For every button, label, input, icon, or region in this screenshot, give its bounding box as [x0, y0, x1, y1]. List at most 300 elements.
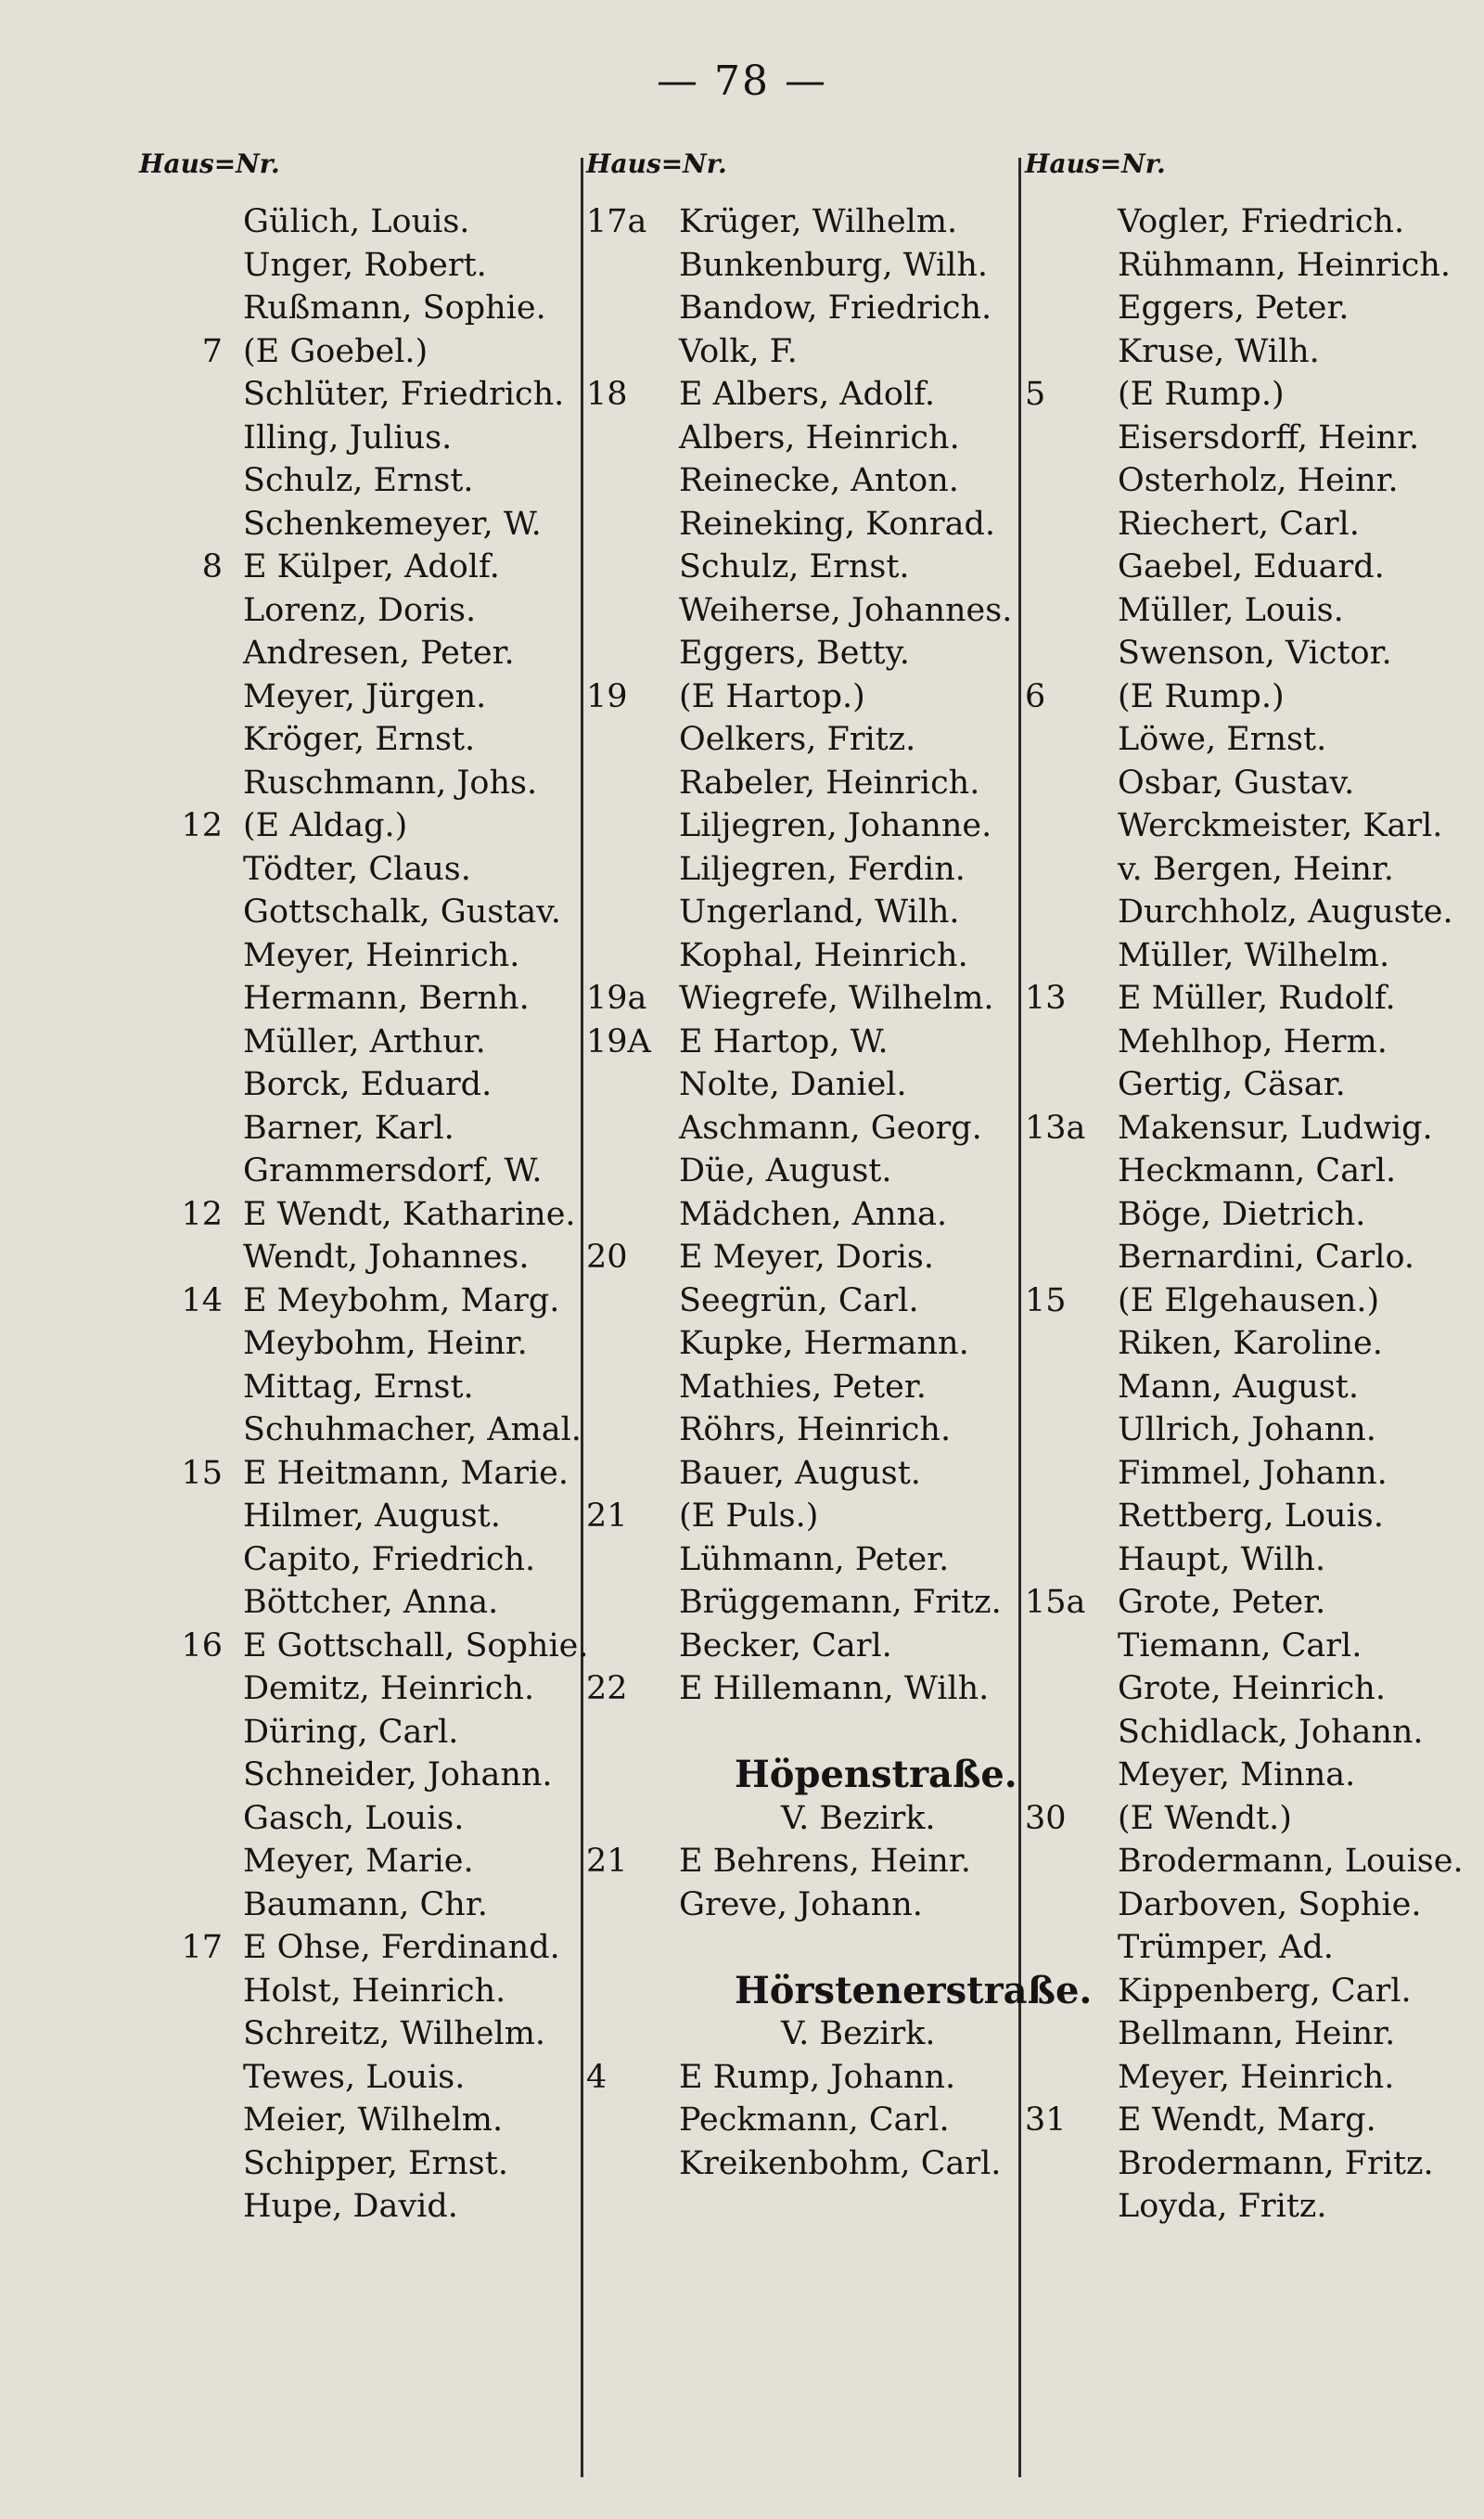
- resident-name: Lorenz, Doris.: [243, 591, 477, 629]
- resident-name: (E Rump.): [1118, 677, 1285, 715]
- house-number: 20: [586, 1239, 628, 1276]
- directory-entry: [139, 2185, 575, 2229]
- resident-name: Kruse, Wilh.: [1118, 332, 1320, 370]
- resident-name: (E Goebel.): [243, 332, 429, 370]
- directory-entry: [1025, 1322, 1484, 1366]
- directory-entry: [139, 762, 575, 805]
- directory-entry: [586, 589, 1015, 633]
- resident-name: Tiemann, Carl.: [1118, 1626, 1362, 1664]
- directory-entry: [586, 287, 1015, 330]
- resident-name: Röhrs, Heinrich.: [679, 1411, 952, 1448]
- directory-entry: [139, 1581, 575, 1625]
- resident-name: Becker, Carl.: [679, 1626, 892, 1664]
- directory-entry: [139, 848, 575, 892]
- resident-name: Unger, Robert.: [243, 246, 487, 284]
- resident-name: Brodermann, Fritz.: [1118, 2144, 1434, 2182]
- house-number: 4: [586, 2058, 608, 2096]
- house-number: 6: [1025, 677, 1046, 715]
- directory-entry: [1025, 2056, 1484, 2100]
- directory-entry: [139, 1883, 575, 1927]
- directory-entry: [1025, 1452, 1484, 1496]
- resident-name: Riechert, Carl.: [1118, 505, 1360, 543]
- directory-entry: [139, 589, 575, 633]
- directory-entry: [586, 1322, 1015, 1366]
- directory-entry: [1025, 1366, 1484, 1409]
- district-label: [586, 2012, 1015, 2056]
- resident-name: Hupe, David.: [243, 2188, 458, 2225]
- directory-entry: [139, 977, 575, 1021]
- directory-entry: [586, 417, 1015, 460]
- resident-name: Eggers, Peter.: [1118, 289, 1350, 327]
- directory-entry: [586, 1063, 1015, 1107]
- house-number: 12: [181, 807, 223, 844]
- resident-name: Müller, Wilhelm.: [1118, 936, 1390, 974]
- directory-entry: [1025, 1581, 1484, 1625]
- directory-entry: [139, 1754, 575, 1797]
- resident-name: E Heitmann, Marie.: [243, 1454, 569, 1492]
- directory-entry: [1025, 1495, 1484, 1538]
- resident-name: Wendt, Johannes.: [243, 1239, 530, 1276]
- directory-entry: [139, 1538, 575, 1582]
- directory-entry: [586, 675, 1015, 719]
- directory-entry: [1025, 1107, 1484, 1150]
- resident-name: Ungerland, Wilh.: [679, 893, 960, 931]
- resident-name: Makensur, Ludwig.: [1118, 1109, 1433, 1147]
- house-number: 31: [1025, 2101, 1067, 2139]
- directory-entry: [1025, 977, 1484, 1021]
- resident-name: Eisersdorff, Heinr.: [1118, 418, 1420, 456]
- resident-name: Schenkemeyer, W.: [243, 505, 542, 543]
- resident-name: Schlüter, Friedrich.: [243, 376, 565, 413]
- house-number: 16: [181, 1626, 223, 1664]
- directory-entry: [139, 244, 575, 288]
- directory-entry: [139, 503, 575, 546]
- resident-name: Düe, August.: [679, 1152, 892, 1189]
- resident-name: Haupt, Wilh.: [1118, 1540, 1326, 1578]
- resident-name: Osterholz, Heinr.: [1118, 462, 1399, 499]
- directory-entry: [139, 1408, 582, 1452]
- resident-name: Ruschmann, Johs.: [243, 764, 538, 802]
- resident-name: Schulz, Ernst.: [243, 462, 474, 499]
- directory-entry: [586, 546, 1015, 589]
- directory-entry: [139, 1107, 575, 1150]
- house-number: 30: [1025, 1799, 1067, 1837]
- house-number: 13: [1025, 980, 1067, 1017]
- district-name: V. Bezirk.: [781, 1799, 936, 1837]
- directory-entry: [1025, 1711, 1484, 1754]
- resident-name: Böge, Dietrich.: [1118, 1195, 1366, 1233]
- resident-name: (E Puls.): [679, 1497, 819, 1535]
- resident-name: Bellmann, Heinr.: [1118, 2015, 1396, 2052]
- directory-entry: [139, 459, 575, 503]
- directory-entry: [586, 1667, 1015, 1711]
- directory-entry: [139, 1279, 575, 1323]
- house-number: 19: [586, 677, 628, 715]
- resident-name: Durchholz, Auguste.: [1118, 893, 1453, 931]
- house-number: 18: [586, 376, 628, 413]
- directory-entry: [1025, 1883, 1484, 1927]
- column-divider: [1018, 158, 1021, 2477]
- house-number: 8: [201, 548, 223, 585]
- directory-entry: [586, 718, 1015, 762]
- district-label: [586, 1797, 1015, 1841]
- directory-entry: [586, 762, 1015, 805]
- directory-entry: [1025, 459, 1484, 503]
- directory-entry: [1025, 1797, 1484, 1841]
- directory-entry: [1025, 1279, 1484, 1323]
- resident-name: Schidlack, Johann.: [1118, 1713, 1424, 1751]
- directory-entry: [139, 373, 575, 417]
- resident-name: E Gottschall, Sophie.: [243, 1626, 589, 1664]
- directory-entry: [1025, 1150, 1484, 1193]
- directory-entry: [586, 1452, 1015, 1496]
- resident-name: E Rump, Johann.: [679, 2058, 956, 2096]
- resident-name: Swenson, Victor.: [1118, 635, 1392, 672]
- directory-entry: [586, 1581, 1015, 1625]
- directory-entry: [139, 330, 575, 374]
- directory-entry: [1025, 1021, 1484, 1064]
- directory-entry: [1025, 244, 1484, 288]
- resident-name: Liljegren, Ferdin.: [679, 850, 966, 888]
- resident-name: Wiegrefe, Wilhelm.: [679, 980, 994, 1017]
- directory-entry: [1025, 1840, 1484, 1883]
- directory-entry: [586, 632, 1015, 675]
- directory-entry: [139, 1063, 575, 1107]
- directory-entry: [586, 200, 1015, 244]
- directory-column-3: [1025, 148, 1484, 2505]
- directory-entry: [139, 1452, 575, 1496]
- resident-name: Loyda, Fritz.: [1118, 2188, 1327, 2225]
- resident-name: v. Bergen, Heinr.: [1118, 850, 1394, 888]
- resident-name: Meyer, Marie.: [243, 1843, 474, 1880]
- house-number-header: Haus=Nr.: [586, 148, 727, 179]
- directory-entry: [139, 1193, 575, 1237]
- spacer: [586, 1711, 1015, 1754]
- resident-name: E Wendt, Marg.: [1118, 2101, 1376, 2139]
- directory-entry: [586, 1840, 1015, 1883]
- house-number: 17: [181, 1929, 223, 1966]
- directory-entry: [586, 373, 1015, 417]
- directory-entry: [586, 1193, 1015, 1237]
- directory-entry: [139, 1322, 575, 1366]
- directory-entry: [139, 1711, 575, 1754]
- resident-name: Löwe, Ernst.: [1118, 721, 1327, 758]
- resident-name: E Meybohm, Marg.: [243, 1281, 560, 1319]
- resident-name: E Müller, Rudolf.: [1118, 980, 1396, 1017]
- directory-entry: [1025, 804, 1484, 848]
- resident-name: Meyer, Jürgen.: [243, 677, 487, 715]
- resident-name: (E Hartop.): [679, 677, 865, 715]
- directory-entry: [1025, 632, 1484, 675]
- resident-name: Peckmann, Carl.: [679, 2101, 950, 2139]
- directory-entry: [586, 244, 1015, 288]
- directory-entry: [586, 848, 1015, 892]
- directory-entry: [1025, 1408, 1484, 1452]
- resident-name: Weiherse, Johannes.: [679, 591, 1013, 629]
- directory-entry: [586, 2099, 1015, 2142]
- house-number: 13a: [1025, 1109, 1086, 1147]
- directory-entry: [1025, 1063, 1484, 1107]
- resident-name: Schuhmacher, Amal.: [243, 1411, 582, 1448]
- resident-name: Hilmer, August.: [243, 1497, 501, 1535]
- directory-entry: [139, 718, 575, 762]
- directory-entry: [586, 1107, 1015, 1150]
- directory-entry: [1025, 1754, 1484, 1797]
- directory-entry: [586, 1150, 1015, 1193]
- resident-name: Trümper, Ad.: [1118, 1929, 1334, 1966]
- house-number: 15a: [1025, 1584, 1086, 1621]
- directory-entry: [139, 287, 575, 330]
- directory-entry: [1025, 2099, 1484, 2142]
- directory-entry: [586, 2056, 1015, 2100]
- resident-name: Liljegren, Johanne.: [679, 807, 992, 844]
- directory-entry: [139, 1625, 589, 1668]
- column-divider: [581, 158, 583, 2477]
- resident-name: Rettberg, Louis.: [1118, 1497, 1384, 1535]
- resident-name: Meyer, Minna.: [1118, 1756, 1356, 1793]
- resident-name: Rußmann, Sophie.: [243, 289, 546, 327]
- resident-name: Osbar, Gustav.: [1118, 764, 1355, 802]
- resident-name: Meyer, Heinrich.: [1118, 2058, 1395, 2096]
- resident-name: E Ohse, Ferdinand.: [243, 1929, 560, 1966]
- resident-name: E Behrens, Heinr.: [679, 1843, 971, 1880]
- directory-entry: [586, 1495, 1015, 1538]
- street-heading: [586, 1754, 1015, 1797]
- directory-entry: [586, 891, 1015, 934]
- resident-name: Lühmann, Peter.: [679, 1540, 950, 1578]
- directory-entry: [1025, 891, 1484, 934]
- directory-entry: [139, 891, 575, 934]
- resident-name: Grammersdorf, W.: [243, 1152, 543, 1189]
- house-number: 21: [586, 1497, 628, 1535]
- directory-entry: [586, 1408, 1015, 1452]
- house-number: 19a: [586, 980, 647, 1017]
- resident-name: Vogler, Friedrich.: [1118, 203, 1405, 240]
- directory-entry: [139, 546, 575, 589]
- directory-entry: [1025, 330, 1484, 374]
- resident-name: Andresen, Peter.: [243, 635, 515, 672]
- directory-entry: [586, 1236, 1015, 1279]
- resident-name: Darboven, Sophie.: [1118, 1885, 1422, 1923]
- directory-entry: [139, 417, 575, 460]
- directory-entry: [1025, 2185, 1484, 2229]
- directory-entry: [1025, 2142, 1484, 2186]
- directory-entry: [139, 1970, 575, 2013]
- house-number: 7: [201, 332, 223, 370]
- directory-entry: [139, 1236, 575, 1279]
- resident-name: Tewes, Louis.: [243, 2058, 466, 2096]
- resident-name: Krüger, Wilhelm.: [679, 203, 958, 240]
- directory-entry: [586, 1625, 1015, 1668]
- resident-name: Grote, Heinrich.: [1118, 1670, 1386, 1707]
- directory-entry: [139, 2099, 575, 2142]
- directory-entry: [1025, 1926, 1484, 1970]
- directory-entry: [586, 1366, 1015, 1409]
- resident-name: Meyer, Heinrich.: [243, 936, 520, 974]
- directory-entry: [139, 804, 575, 848]
- resident-name: Kippenberg, Carl.: [1118, 1972, 1412, 2010]
- resident-name: Tödter, Claus.: [243, 850, 471, 888]
- directory-entry: [139, 1667, 575, 1711]
- resident-name: Eggers, Betty.: [679, 635, 910, 672]
- resident-name: Reineking, Konrad.: [679, 505, 996, 543]
- directory-entry: [139, 2056, 575, 2100]
- district-name: V. Bezirk.: [781, 2015, 936, 2052]
- directory-entry: [139, 2142, 575, 2186]
- directory-entry: [586, 330, 1015, 374]
- directory-entry: [586, 1538, 1015, 1582]
- resident-name: Gaebel, Eduard.: [1118, 548, 1385, 585]
- directory-entry: [1025, 1625, 1484, 1668]
- resident-name: Bandow, Friedrich.: [679, 289, 992, 327]
- resident-name: Fimmel, Johann.: [1118, 1454, 1388, 1492]
- resident-name: Kröger, Ernst.: [243, 721, 476, 758]
- house-number: 21: [586, 1843, 628, 1880]
- resident-name: Gülich, Louis.: [243, 203, 470, 240]
- resident-name: Schipper, Ernst.: [243, 2144, 508, 2182]
- directory-entry: [586, 934, 1015, 978]
- house-number: 15: [1025, 1281, 1067, 1319]
- resident-name: Müller, Louis.: [1118, 591, 1344, 629]
- directory-entry: [1025, 200, 1484, 244]
- resident-name: Heckmann, Carl.: [1118, 1152, 1397, 1189]
- house-number: 5: [1025, 376, 1046, 413]
- resident-name: E Albers, Adolf.: [679, 376, 935, 413]
- resident-name: Mittag, Ernst.: [243, 1368, 474, 1406]
- resident-name: (E Aldag.): [243, 807, 408, 844]
- resident-name: Oelkers, Fritz.: [679, 721, 916, 758]
- resident-name: Meybohm, Heinr.: [243, 1325, 528, 1362]
- directory-entry: [139, 632, 575, 675]
- directory-entry: [139, 1840, 575, 1883]
- directory-entry: [1025, 934, 1484, 978]
- directory-entry: [1025, 718, 1484, 762]
- directory-entry: [1025, 2012, 1484, 2056]
- directory-column-1: [139, 148, 589, 2505]
- directory-entry: [139, 675, 575, 719]
- directory-entry: [1025, 1193, 1484, 1237]
- directory-entry: [1025, 589, 1484, 633]
- directory-entry: [1025, 546, 1484, 589]
- directory-entry: [1025, 417, 1484, 460]
- directory-entry: [586, 1279, 1015, 1323]
- directory-entry: [139, 934, 575, 978]
- resident-name: Bauer, August.: [679, 1454, 921, 1492]
- resident-name: Rühmann, Heinrich.: [1118, 246, 1451, 284]
- resident-name: Brüggemann, Fritz.: [679, 1584, 1002, 1621]
- directory-entry: [1025, 762, 1484, 805]
- resident-name: Grote, Peter.: [1118, 1584, 1326, 1621]
- street-name: Hörstenerstraße.: [735, 1968, 1093, 2012]
- page-number: — 78 —: [657, 58, 827, 105]
- resident-name: Capito, Friedrich.: [243, 1540, 536, 1578]
- directory-entry: [139, 1797, 575, 1841]
- house-number-header: Haus=Nr.: [139, 148, 280, 179]
- house-number: 19A: [586, 1022, 651, 1060]
- house-number: 12: [181, 1195, 223, 1233]
- directory-entry: [1025, 1667, 1484, 1711]
- directory-entry: [139, 1495, 575, 1538]
- resident-name: Kophal, Heinrich.: [679, 936, 968, 974]
- house-number: 22: [586, 1670, 628, 1707]
- resident-name: E Wendt, Katharine.: [243, 1195, 576, 1233]
- resident-name: Seegrün, Carl.: [679, 1281, 919, 1319]
- directory-entry: [1025, 373, 1484, 417]
- directory-entry: [1025, 848, 1484, 892]
- resident-name: Baumann, Chr.: [243, 1885, 488, 1923]
- resident-name: Böttcher, Anna.: [243, 1584, 499, 1621]
- directory-entry: [586, 977, 1015, 1021]
- directory-entry: [586, 503, 1015, 546]
- resident-name: Mädchen, Anna.: [679, 1195, 948, 1233]
- resident-name: Gottschalk, Gustav.: [243, 893, 561, 931]
- entries-list: [1025, 200, 1484, 2229]
- resident-name: Hermann, Bernh.: [243, 980, 530, 1017]
- resident-name: Gasch, Louis.: [243, 1799, 465, 1837]
- resident-name: Barner, Karl.: [243, 1109, 454, 1147]
- resident-name: Düring, Carl.: [243, 1713, 459, 1751]
- resident-name: E Meyer, Doris.: [679, 1239, 934, 1276]
- resident-name: E Hillemann, Wilh.: [679, 1670, 990, 1707]
- directory-entry: [586, 804, 1015, 848]
- house-number-header: Haus=Nr.: [1025, 148, 1166, 179]
- resident-name: Reinecke, Anton.: [679, 462, 959, 499]
- resident-name: Demitz, Heinrich.: [243, 1670, 535, 1707]
- resident-name: Ullrich, Johann.: [1118, 1411, 1376, 1448]
- resident-name: Schneider, Johann.: [243, 1756, 553, 1793]
- directory-entry: [1025, 1970, 1484, 2013]
- directory-entry: [1025, 287, 1484, 330]
- resident-name: Kupke, Hermann.: [679, 1325, 969, 1362]
- resident-name: Volk, F.: [679, 332, 798, 370]
- house-number: 15: [181, 1454, 223, 1492]
- directory-entry: [1025, 1236, 1484, 1279]
- directory-entry: [139, 1926, 575, 1970]
- resident-name: Rabeler, Heinrich.: [679, 764, 980, 802]
- house-number: 17a: [586, 203, 647, 240]
- resident-name: (E Elgehausen.): [1118, 1281, 1380, 1319]
- directory-entry: [1025, 503, 1484, 546]
- entries-list: [139, 200, 589, 2229]
- resident-name: Meier, Wilhelm.: [243, 2101, 504, 2139]
- directory-entry: [586, 2142, 1015, 2186]
- resident-name: Illing, Julius.: [243, 418, 453, 456]
- resident-name: Bunkenburg, Wilh.: [679, 246, 989, 284]
- resident-name: Nolte, Daniel.: [679, 1066, 907, 1103]
- resident-name: Mann, August.: [1118, 1368, 1359, 1406]
- resident-name: Gertig, Cäsar.: [1118, 1066, 1346, 1103]
- directory-entry: [139, 200, 575, 244]
- directory-entry: [139, 1150, 575, 1193]
- resident-name: Holst, Heinrich.: [243, 1972, 506, 2010]
- resident-name: Albers, Heinrich.: [679, 418, 960, 456]
- resident-name: Müller, Arthur.: [243, 1022, 486, 1060]
- resident-name: E Hartop, W.: [679, 1022, 889, 1060]
- street-heading: [586, 1968, 1093, 2013]
- resident-name: Mehlhop, Herm.: [1118, 1022, 1388, 1060]
- resident-name: E Külper, Adolf.: [243, 548, 500, 585]
- resident-name: Schulz, Ernst.: [679, 548, 910, 585]
- directory-entry: [1025, 1538, 1484, 1582]
- resident-name: Greve, Johann.: [679, 1885, 923, 1923]
- directory-entry: [586, 1883, 1015, 1927]
- resident-name: Mathies, Peter.: [679, 1368, 927, 1406]
- resident-name: Schreitz, Wilhelm.: [243, 2015, 546, 2052]
- resident-name: Bernardini, Carlo.: [1118, 1239, 1415, 1276]
- resident-name: (E Wendt.): [1118, 1799, 1292, 1837]
- resident-name: Borck, Eduard.: [243, 1066, 493, 1103]
- resident-name: Werckmeister, Karl.: [1118, 807, 1443, 844]
